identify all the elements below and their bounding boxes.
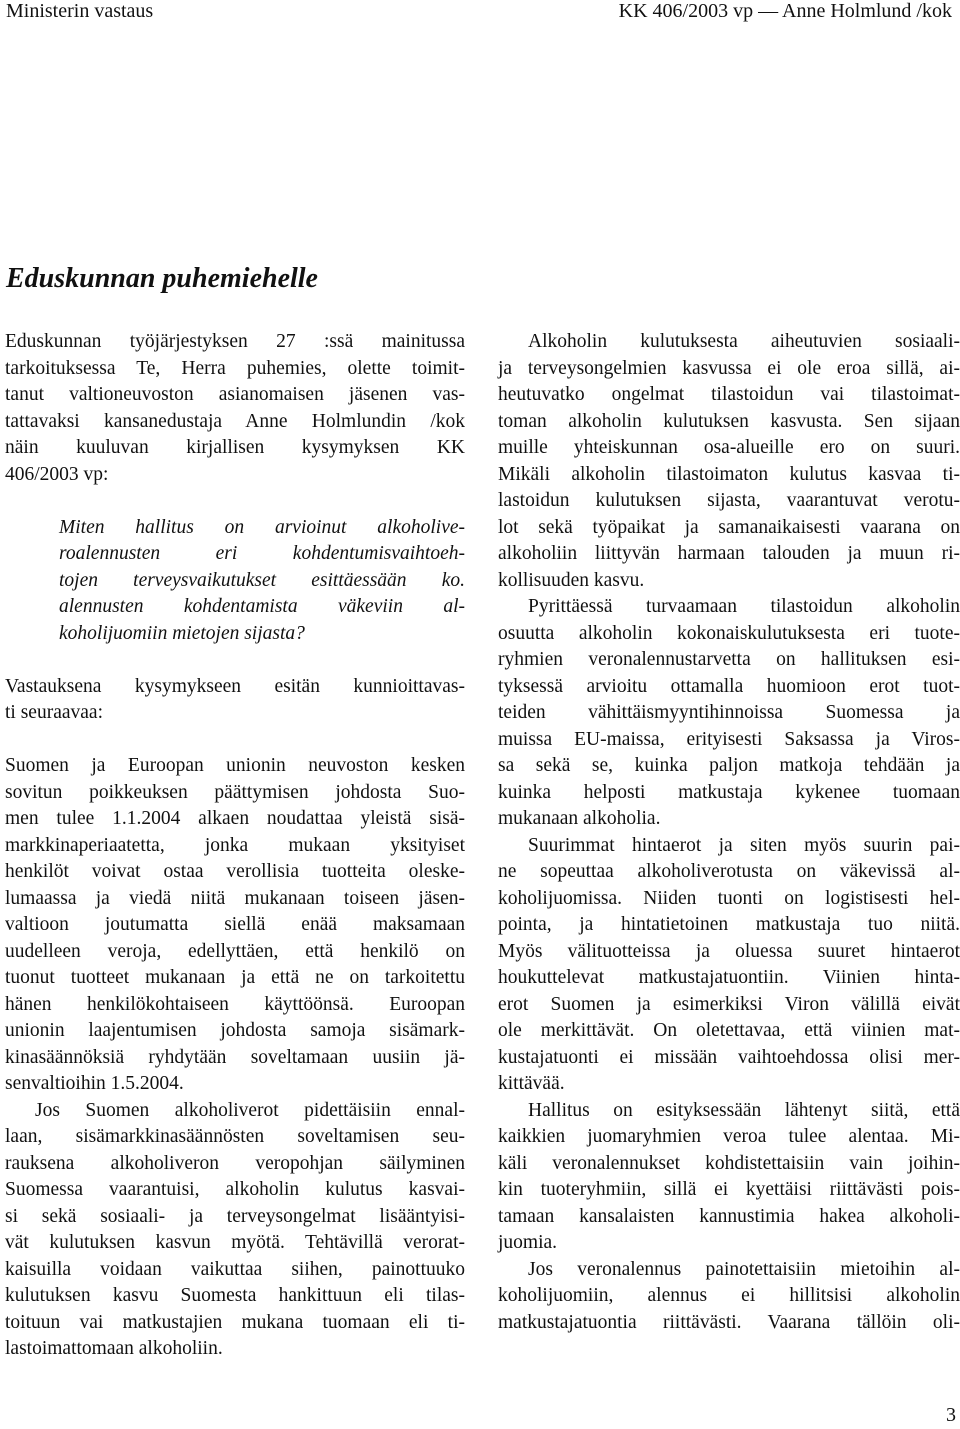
text-line: Myös välituotteissa ja oluessa suuret hintaerot [498, 940, 960, 962]
text-line: pointa, ja hintatietoinen matkustaja tuo niitä. [498, 914, 960, 935]
body-paragraph [498, 329, 960, 594]
text-line: kin tuoteryhmiin, sillä ei kyettäisi riittävästi pois- [498, 1179, 960, 1200]
text-line: roalennusten eri kohdentumisvaihtoeh- [59, 543, 465, 564]
text-line: lot sekä työpaikat ja samanaikaisesti vaarana on [498, 516, 960, 538]
text-line: tojen terveysvaikutukset esittäessään ko. [59, 569, 465, 591]
text-line: lastoidun kulutuksen sijasta, vaarantuvat verotu- [498, 490, 960, 511]
text-line: alennusten kohdentamista väkeviin al- [59, 596, 465, 617]
text-line: kuinka helposti matkustaja kykenee tuomaan [498, 781, 960, 803]
body-paragraph [498, 594, 960, 833]
text-line: Alkoholin kulutuksesta aiheutuvien sosiaali- [528, 331, 960, 352]
page-title: Eduskunnan puhemiehelle [6, 263, 318, 294]
text-line: Suurimmat hintaerot ja siten myös suurin pai- [528, 834, 960, 856]
question-quote [5, 515, 465, 648]
text-line: sa sekä se, kuinka paljon matkoja tehdään ja [498, 755, 960, 776]
body-paragraph [498, 1257, 960, 1337]
text-line: henkilöt voivat ostaa verollisia tuotteita oleske- [5, 861, 465, 882]
text-line: heutuvatko ongelmat tilastoidun vai tilastoimat- [498, 384, 960, 405]
text-line: osuutta alkoholin kokonaiskulutuksesta eri tuote- [498, 622, 960, 644]
text-line: lastoimattomaan alkoholiin. [5, 1338, 223, 1359]
body-paragraph [498, 833, 960, 1098]
text-line: markkinaperiaatetta, jonka mukaan yksityiset [5, 834, 465, 856]
text-line: kollisuuden kasvu. [498, 569, 645, 591]
text-line: tanut valtioneuvoston asianomaisen jäsenen vas- [5, 384, 465, 405]
right-column [498, 329, 960, 1336]
left-column [5, 329, 465, 1363]
text-line: ti seuraavaa: [5, 702, 103, 723]
text-line: ryhmien veronalennustarvetta on hallituksen esi- [498, 649, 960, 670]
text-line: vät kulutuksen kasvun myötä. Tehtävillä verorat- [5, 1232, 465, 1253]
text-line: Suomen ja Euroopan unionin neuvoston kesken [5, 755, 465, 776]
text-line: Vastauksena kysymykseen esitän kunnioittavas- [5, 675, 465, 697]
text-line: muille yhteiskunnan osa-alueille ero on suuri. [498, 437, 960, 458]
body-paragraph [498, 1098, 960, 1257]
text-line: kinasäännöksiä ryhdytään soveltamaan uusiin jä- [5, 1046, 465, 1068]
body-paragraph [5, 753, 465, 1098]
text-line: 406/2003 vp: [5, 463, 109, 485]
text-line: Eduskunnan työjärjestyksen 27 :ssä mainitussa [5, 331, 465, 352]
text-line: si sekä sosiaali- ja terveysongelmat lisääntyisi- [5, 1205, 465, 1227]
text-line: kulutuksen kasvu Suomesta hankittuun eli tilas- [5, 1285, 465, 1306]
header-left: Ministerin vastaus [6, 0, 154, 22]
page-number: 3 [946, 1404, 956, 1426]
text-line: men tulee 1.1.2004 alkaen noudattaa yleistä sisä- [5, 808, 465, 829]
text-line: alkoholiin liittyvän harmaan talouden ja muun ri- [498, 543, 960, 564]
text-line: kittävää. [498, 1073, 565, 1094]
text-line: Miten hallitus on arvioinut alkoholive- [59, 516, 465, 538]
text-line: toman alkoholin kulutuksen kasvusta. Sen sijaan [498, 410, 960, 432]
text-line: hänen henkilökohtaiseen käyttöönsä. Euroopan [5, 993, 465, 1015]
text-line: koholijuomiin, alennus ei hillitsisi alkoholin [498, 1285, 960, 1306]
text-line: unionin laajentumisen johdosta samoja sisämark- [5, 1020, 465, 1041]
text-line: mukanaan alkoholia. [498, 808, 661, 829]
text-line: tuonut tuotteet mukanaan ja että ne on tarkoitettu [5, 967, 465, 988]
intro-paragraph [5, 329, 465, 488]
text-line: koholijuomiin mietojen sijasta? [59, 622, 305, 644]
header-right: KK 406/2003 vp — Anne Holmlund /kok [618, 0, 952, 22]
text-line: houkuttelevat matkustajatuontiin. Viinien hinta- [498, 967, 960, 988]
text-line: tarkoituksessa Te, Herra puhemies, olette toimit- [5, 357, 465, 379]
text-line: valtioon joutumatta siellä enää maksamaan [5, 914, 465, 935]
text-line: käli veronalennukset kohdistettaisiin vain joihin- [498, 1152, 960, 1174]
text-line: Mikäli alkoholin tilastoimaton kulutus kasvaa ti- [498, 463, 960, 485]
text-line: ole merkittävät. On oletettavaa, että viinien mat- [498, 1020, 960, 1041]
text-line: ja terveysongelmien kasvussa ei ole eroa sillä, ai- [498, 357, 960, 379]
text-line: lumaassa ja viedä niitä mukanaan toiseen jäsen- [5, 887, 465, 909]
text-line: tattavaksi kansanedustaja Anne Holmlundin /kok [5, 410, 465, 432]
text-line: koholijuomissa. Niiden tuonti on logistisesti hel- [498, 887, 960, 909]
text-line: näin kuuluvan kirjallisen kysymyksen KK [5, 437, 465, 458]
text-line: teiden vähittäismyyntihinnoissa Suomessa ja [498, 702, 960, 723]
text-line: Pyrittäessä turvaamaan tilastoidun alkoholin [528, 596, 960, 617]
text-line: laan, sisämarkkinasäännösten soveltamisen seu- [5, 1126, 465, 1147]
text-line: Jos Suomen alkoholiverot pidettäisiin ennal- [35, 1099, 465, 1121]
text-line: tyksessä arvioitu ottamalla huomioon erot tuot- [498, 675, 960, 697]
text-line: ne sopeuttaa alkoholiverotusta on väkevissä al- [498, 861, 960, 882]
text-line: uudelleen veroja, edellyttäen, että henkilö on [5, 940, 465, 962]
text-line: kaikkien juomaryhmien veroa tulee alentaa. Mi- [498, 1126, 960, 1147]
text-line: senvaltioihin 1.5.2004. [5, 1073, 184, 1094]
text-line: Suomessa vaarantuisi, alkoholin kulutus kasvai- [5, 1179, 465, 1200]
text-line: juomia. [498, 1232, 558, 1253]
text-line: erot Suomen ja esimerkiksi Viron välillä eivät [498, 993, 960, 1015]
body-paragraph [5, 1098, 465, 1363]
text-line: muissa EU-maissa, erityisesti Saksassa ja Viros- [498, 728, 960, 750]
text-line: Hallitus on esityksessään lähtenyt siitä, että [528, 1099, 960, 1121]
text-line: kaisuilla voidaan vaikuttaa siihen, painottuuko [5, 1258, 465, 1280]
text-line: Jos veronalennus painotettaisiin mietoihin al- [528, 1258, 960, 1280]
text-line: tamaan kansalaisten kannustimia hakea alkoholi- [498, 1205, 960, 1227]
text-line: rauksena alkoholiveron veropohjan säilyminen [5, 1152, 465, 1174]
reply-intro [5, 674, 465, 727]
text-line: kustajatuonti ei missään vaihtoehdossa olisi mer- [498, 1046, 960, 1068]
text-line: matkustajatuontia riittävästi. Vaarana tällöin oli- [498, 1311, 960, 1333]
text-line: sovitun poikkeuksen päättymisen johdosta Suo- [5, 781, 465, 803]
text-line: toituun vai matkustajien mukana tuomaan eli ti- [5, 1311, 465, 1333]
